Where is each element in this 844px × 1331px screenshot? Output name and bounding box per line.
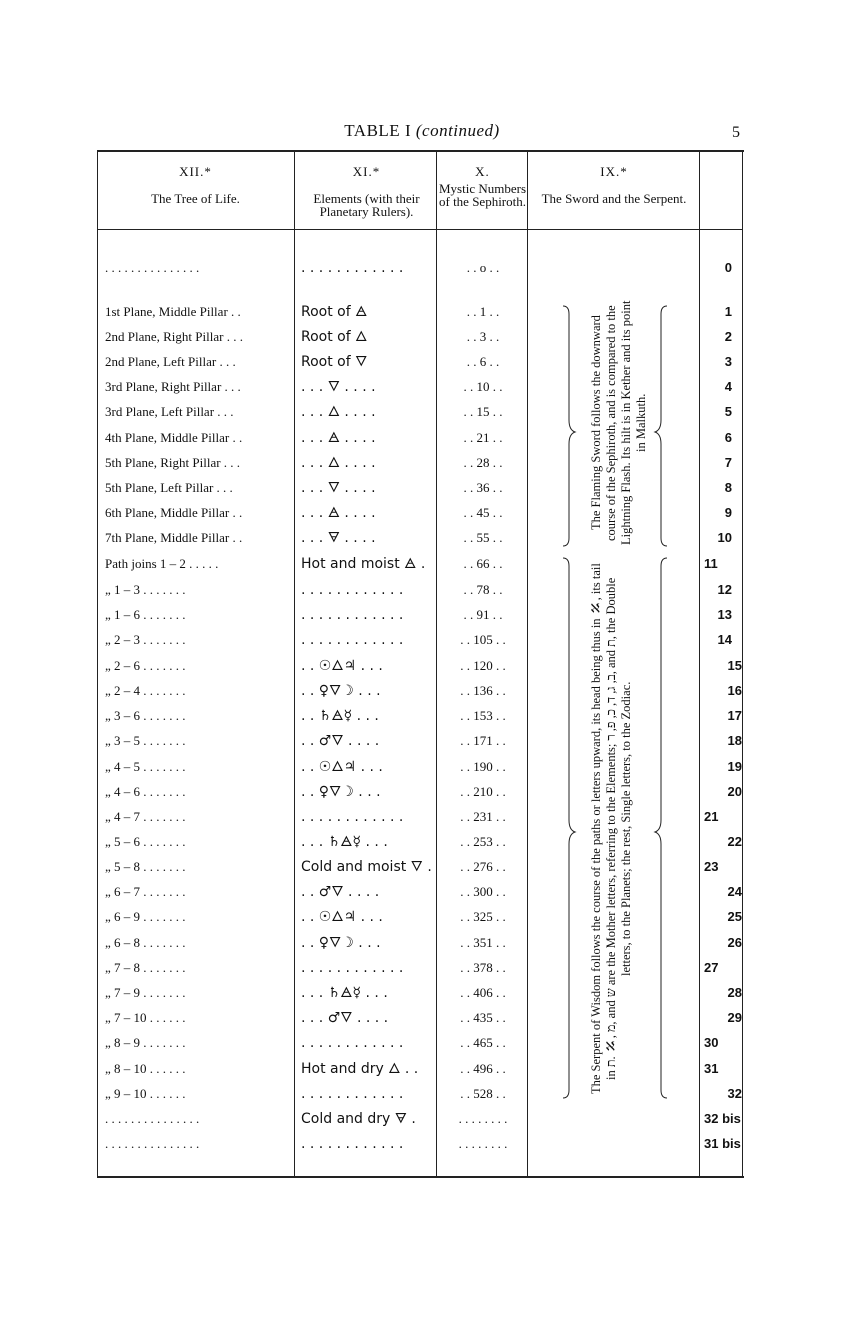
mystic-number-cell: . . 21 . . (463, 430, 503, 445)
tree-of-life-cell: „ 2 – 6 . . . . . . . (105, 658, 186, 673)
key-number-cell: 14 (717, 632, 732, 647)
element-cell: . . . . . . . . . . . . (301, 960, 404, 976)
header-tree-of-life: XII.* The Tree of Life. (151, 164, 240, 206)
table-row (0, 302, 844, 326)
table-row (0, 757, 844, 781)
table-row (0, 958, 844, 982)
mystic-number-cell: . . 105 . . (460, 632, 506, 647)
serpent-text: The Serpent of Wisdom follows the course of the paths or letters upward, its head being thus in ℵ, its tail in ת. ℵ, מ, and ש are the Mother letters, referring to the Elements; ב, ג, ד, כ, פ, ר, and ת, the Double letters, to the Planets; the rest, Single letters, to the Zodiac. (589, 563, 633, 1095)
mystic-number-cell: . . o . . (466, 260, 500, 275)
serpent-brace-left (563, 558, 575, 1098)
tree-of-life-cell: „ 1 – 3 . . . . . . . (105, 582, 186, 597)
element-cell: . . . . . . . . . . . . (301, 607, 404, 623)
key-number-cell: 32 bis (704, 1111, 741, 1126)
table-row (0, 832, 844, 856)
key-number-cell: 26 (727, 935, 742, 950)
tree-of-life-cell: 6th Plane, Middle Pillar . . (105, 505, 243, 520)
element-cell: . . . 🜄 . . . . (301, 379, 376, 395)
key-number-cell: 3 (724, 354, 732, 369)
mystic-number-cell: . . 210 . . (460, 784, 506, 799)
mystic-number-cell: . . 66 . . (463, 556, 503, 571)
table-row (0, 706, 844, 730)
tree-of-life-cell: „ 5 – 6 . . . . . . . (105, 834, 186, 849)
mystic-number-cell: . . 36 . . (463, 480, 503, 495)
mystic-number-cell: . . 28 . . (463, 455, 503, 470)
mystic-number-cell: . . 120 . . (460, 658, 506, 673)
tree-of-life-cell: „ 3 – 5 . . . . . . . (105, 733, 186, 748)
mystic-number-cell: . . 276 . . (460, 859, 506, 874)
key-number-cell: 28 (727, 985, 742, 1000)
header-mystic-numbers: X. Mystic Numbers of the Sephiroth. (438, 164, 527, 209)
table-row (0, 580, 844, 604)
element-cell: . . . . . . . . . . . . (301, 1136, 404, 1152)
header-rule (97, 229, 742, 230)
element-cell: . . . 🜁 . . . . (301, 505, 376, 521)
element-cell: Cold and moist 🜄 . (301, 859, 432, 875)
table-row (0, 857, 844, 881)
element-cell: . . ♀🜄☽ . . . (301, 784, 381, 800)
key-number-cell: 6 (724, 430, 732, 445)
element-cell: . . . ♂🜄 . . . . (301, 1010, 389, 1026)
element-cell: . . . ♄🜁☿ . . . (301, 834, 388, 850)
table-row (0, 1033, 844, 1057)
tree-of-life-cell: „ 6 – 8 . . . . . . . (105, 935, 186, 950)
mystic-number-cell: . . 10 . . (463, 379, 503, 394)
mystic-number-cell: . . 253 . . (460, 834, 506, 849)
tree-of-life-cell: 1st Plane, Middle Pillar . . (105, 304, 241, 319)
element-cell: Hot and moist 🜁 . (301, 556, 426, 572)
mystic-number-cell: . . 45 . . (463, 505, 503, 520)
key-number-cell: 16 (727, 683, 742, 698)
sword-brace-right (655, 306, 667, 546)
table-row (0, 630, 844, 654)
tree-of-life-cell: „ 2 – 3 . . . . . . . (105, 632, 186, 647)
key-number-cell: 4 (724, 379, 732, 394)
tree-of-life-cell: . . . . . . . . . . . . . . . (105, 1111, 200, 1126)
mystic-number-cell: . . . . . . . . (458, 1136, 508, 1151)
element-cell: . . . 🜃 . . . . (301, 530, 376, 546)
table-row (0, 807, 844, 831)
mystic-number-cell: . . 91 . . (463, 607, 503, 622)
tree-of-life-cell: „ 3 – 6 . . . . . . . (105, 708, 186, 723)
mystic-number-cell: . . 528 . . (460, 1086, 506, 1101)
key-number-cell: 13 (717, 607, 732, 622)
key-number-cell: 19 (727, 759, 742, 774)
tree-of-life-cell: „ 8 – 10 . . . . . . (105, 1061, 186, 1076)
table-row (0, 907, 844, 931)
mystic-number-cell: . . 6 . . (466, 354, 500, 369)
table-title: TABLE I (continued) (344, 121, 500, 140)
table-row (0, 782, 844, 806)
tree-of-life-cell: 2nd Plane, Left Pillar . . . (105, 354, 236, 369)
element-cell: Root of 🜄 (301, 354, 368, 370)
key-number-cell: 10 (717, 530, 732, 545)
table-row (0, 681, 844, 705)
table-row (0, 377, 844, 401)
key-number-cell: 0 (724, 260, 732, 275)
key-number-cell: 9 (724, 505, 732, 520)
table-row (0, 352, 844, 376)
table-row (0, 1084, 844, 1108)
tree-of-life-cell: 5th Plane, Right Pillar . . . (105, 455, 241, 470)
mystic-number-cell: . . 351 . . (460, 935, 506, 950)
element-cell: . . . . . . . . . . . . (301, 260, 404, 276)
mystic-number-cell: . . 300 . . (460, 884, 506, 899)
mystic-number-cell: . . 171 . . (460, 733, 506, 748)
tree-of-life-cell: „ 7 – 8 . . . . . . . (105, 960, 186, 975)
key-number-cell: 25 (727, 909, 742, 924)
key-number-cell: 22 (727, 834, 742, 849)
key-number-cell: 1 (724, 304, 732, 319)
element-cell: . . . 🜁 . . . . (301, 430, 376, 446)
tree-of-life-cell: „ 6 – 7 . . . . . . . (105, 884, 186, 899)
element-cell: . . . 🜂 . . . . (301, 455, 376, 471)
element-cell: . . . . . . . . . . . . (301, 809, 404, 825)
table-row (0, 605, 844, 629)
tree-of-life-cell: „ 7 – 9 . . . . . . . (105, 985, 186, 1000)
element-cell: . . . . . . . . . . . . (301, 1086, 404, 1102)
sword-text: The Flaming Sword follows the downward course of the Sephiroth, and is compared to the Lightning Flash. Its hilt is in Kether and its point in Malkuth. (589, 300, 648, 546)
table-row (0, 503, 844, 527)
mystic-number-cell: . . 231 . . (460, 809, 506, 824)
table-row (0, 731, 844, 755)
table-row (0, 428, 844, 452)
tree-of-life-cell: . . . . . . . . . . . . . . . (105, 1136, 200, 1151)
element-cell: . . ♀🜄☽ . . . (301, 683, 381, 699)
tree-of-life-cell: „ 4 – 6 . . . . . . . (105, 784, 186, 799)
key-number-cell: 23 (704, 859, 719, 874)
key-number-cell: 27 (704, 960, 719, 975)
tree-of-life-cell: 5th Plane, Left Pillar . . . (105, 480, 233, 495)
mystic-number-cell: . . 15 . . (463, 404, 503, 419)
table-row (0, 478, 844, 502)
element-cell: . . . 🜄 . . . . (301, 480, 376, 496)
element-cell: . . ☉🜂♃ . . . (301, 658, 383, 674)
element-cell: Hot and dry 🜂 . . (301, 1061, 419, 1077)
table-row (0, 402, 844, 426)
key-number-cell: 20 (727, 784, 742, 799)
mystic-number-cell: . . 190 . . (460, 759, 506, 774)
element-cell: . . ♂🜄 . . . . (301, 733, 380, 749)
element-cell: . . ♂🜄 . . . . (301, 884, 380, 900)
table-row (0, 1134, 844, 1158)
key-number-cell: 11 (704, 556, 718, 571)
header-sword-serpent: IX.* The Sword and the Serpent. (541, 164, 687, 206)
tree-of-life-cell: „ 1 – 6 . . . . . . . (105, 607, 186, 622)
key-number-cell: 5 (724, 404, 732, 419)
tree-of-life-cell: „ 6 – 9 . . . . . . . (105, 909, 186, 924)
tree-of-life-cell: „ 4 – 5 . . . . . . . (105, 759, 186, 774)
key-number-cell: 17 (727, 708, 742, 723)
key-number-cell: 8 (724, 480, 732, 495)
mystic-number-cell: . . 153 . . (460, 708, 506, 723)
table-row (0, 528, 844, 552)
tree-of-life-cell: „ 4 – 7 . . . . . . . (105, 809, 186, 824)
table-row (0, 1109, 844, 1133)
element-cell: Cold and dry 🜃 . (301, 1111, 416, 1127)
tree-of-life-cell: 3rd Plane, Right Pillar . . . (105, 379, 241, 394)
element-cell: Root of 🜁 (301, 304, 368, 320)
table-row (0, 554, 844, 578)
key-number-cell: 31 (704, 1061, 719, 1076)
tree-of-life-cell: 3rd Plane, Left Pillar . . . (105, 404, 234, 419)
key-number-cell: 18 (727, 733, 742, 748)
element-cell: . . . . . . . . . . . . (301, 632, 404, 648)
element-cell: . . . . . . . . . . . . (301, 582, 404, 598)
mystic-number-cell: . . 325 . . (460, 909, 506, 924)
key-number-cell: 2 (724, 329, 732, 344)
sword-brace-left (563, 306, 575, 546)
page-number: 5 (732, 124, 740, 141)
title-continued-note: (continued) (415, 121, 500, 140)
table-row (0, 1008, 844, 1032)
table-row (0, 1059, 844, 1083)
mystic-number-cell: . . 78 . . (463, 582, 503, 597)
tree-of-life-cell: 7th Plane, Middle Pillar . . (105, 530, 243, 545)
key-number-cell: 7 (724, 455, 732, 470)
mystic-number-cell: . . 465 . . (460, 1035, 506, 1050)
element-cell: . . . . . . . . . . . . (301, 1035, 404, 1051)
mystic-number-cell: . . 435 . . (460, 1010, 506, 1025)
serpent-brace-right (655, 558, 667, 1098)
mystic-number-cell: . . 136 . . (460, 683, 506, 698)
key-number-cell: 30 (704, 1035, 719, 1050)
braces-svg (531, 300, 699, 1104)
key-number-cell: 31 bis (704, 1136, 741, 1151)
header-elements: XI.* Elements (with their Planetary Rulers). (313, 164, 420, 219)
element-cell: Root of 🜂 (301, 329, 368, 345)
element-cell: . . . 🜂 . . . . (301, 404, 376, 420)
table-row (0, 453, 844, 477)
table-row (0, 258, 844, 282)
table-row (0, 933, 844, 957)
table-row (0, 327, 844, 351)
mystic-number-cell: . . 378 . . (460, 960, 506, 975)
element-cell: . . ♀🜄☽ . . . (301, 935, 381, 951)
key-number-cell: 15 (727, 658, 742, 673)
element-cell: . . . ♄🜁☿ . . . (301, 985, 388, 1001)
mystic-number-cell: . . 406 . . (460, 985, 506, 1000)
element-cell: . . ☉🜂♃ . . . (301, 909, 383, 925)
tree-of-life-cell: „ 8 – 9 . . . . . . . (105, 1035, 186, 1050)
tree-of-life-cell: . . . . . . . . . . . . . . . (105, 260, 200, 275)
key-number-cell: 29 (727, 1010, 742, 1025)
tree-of-life-cell: „ 9 – 10 . . . . . . (105, 1086, 186, 1101)
tree-of-life-cell: „ 2 – 4 . . . . . . . (105, 683, 186, 698)
mystic-number-cell: . . 1 . . (466, 304, 500, 319)
table-row (0, 656, 844, 680)
tree-of-life-cell: „ 5 – 8 . . . . . . . (105, 859, 186, 874)
key-number-cell: 32 (727, 1086, 742, 1101)
tree-of-life-cell: Path joins 1 – 2 . . . . . (105, 556, 219, 571)
table-row (0, 983, 844, 1007)
table-row (0, 882, 844, 906)
tree-of-life-cell: 2nd Plane, Right Pillar . . . (105, 329, 243, 344)
element-cell: . . ☉🜂♃ . . . (301, 759, 383, 775)
key-number-cell: 21 (704, 809, 719, 824)
mystic-number-cell: . . 55 . . (463, 530, 503, 545)
mystic-number-cell: . . . . . . . . (458, 1111, 508, 1126)
tree-of-life-cell: „ 7 – 10 . . . . . . (105, 1010, 186, 1025)
element-cell: . . ♄🜁☿ . . . (301, 708, 379, 724)
mystic-number-cell: . . 496 . . (460, 1061, 506, 1076)
mystic-number-cell: . . 3 . . (466, 329, 500, 344)
tree-of-life-cell: 4th Plane, Middle Pillar . . (105, 430, 243, 445)
key-number-cell: 24 (727, 884, 742, 899)
key-number-cell: 12 (717, 582, 732, 597)
